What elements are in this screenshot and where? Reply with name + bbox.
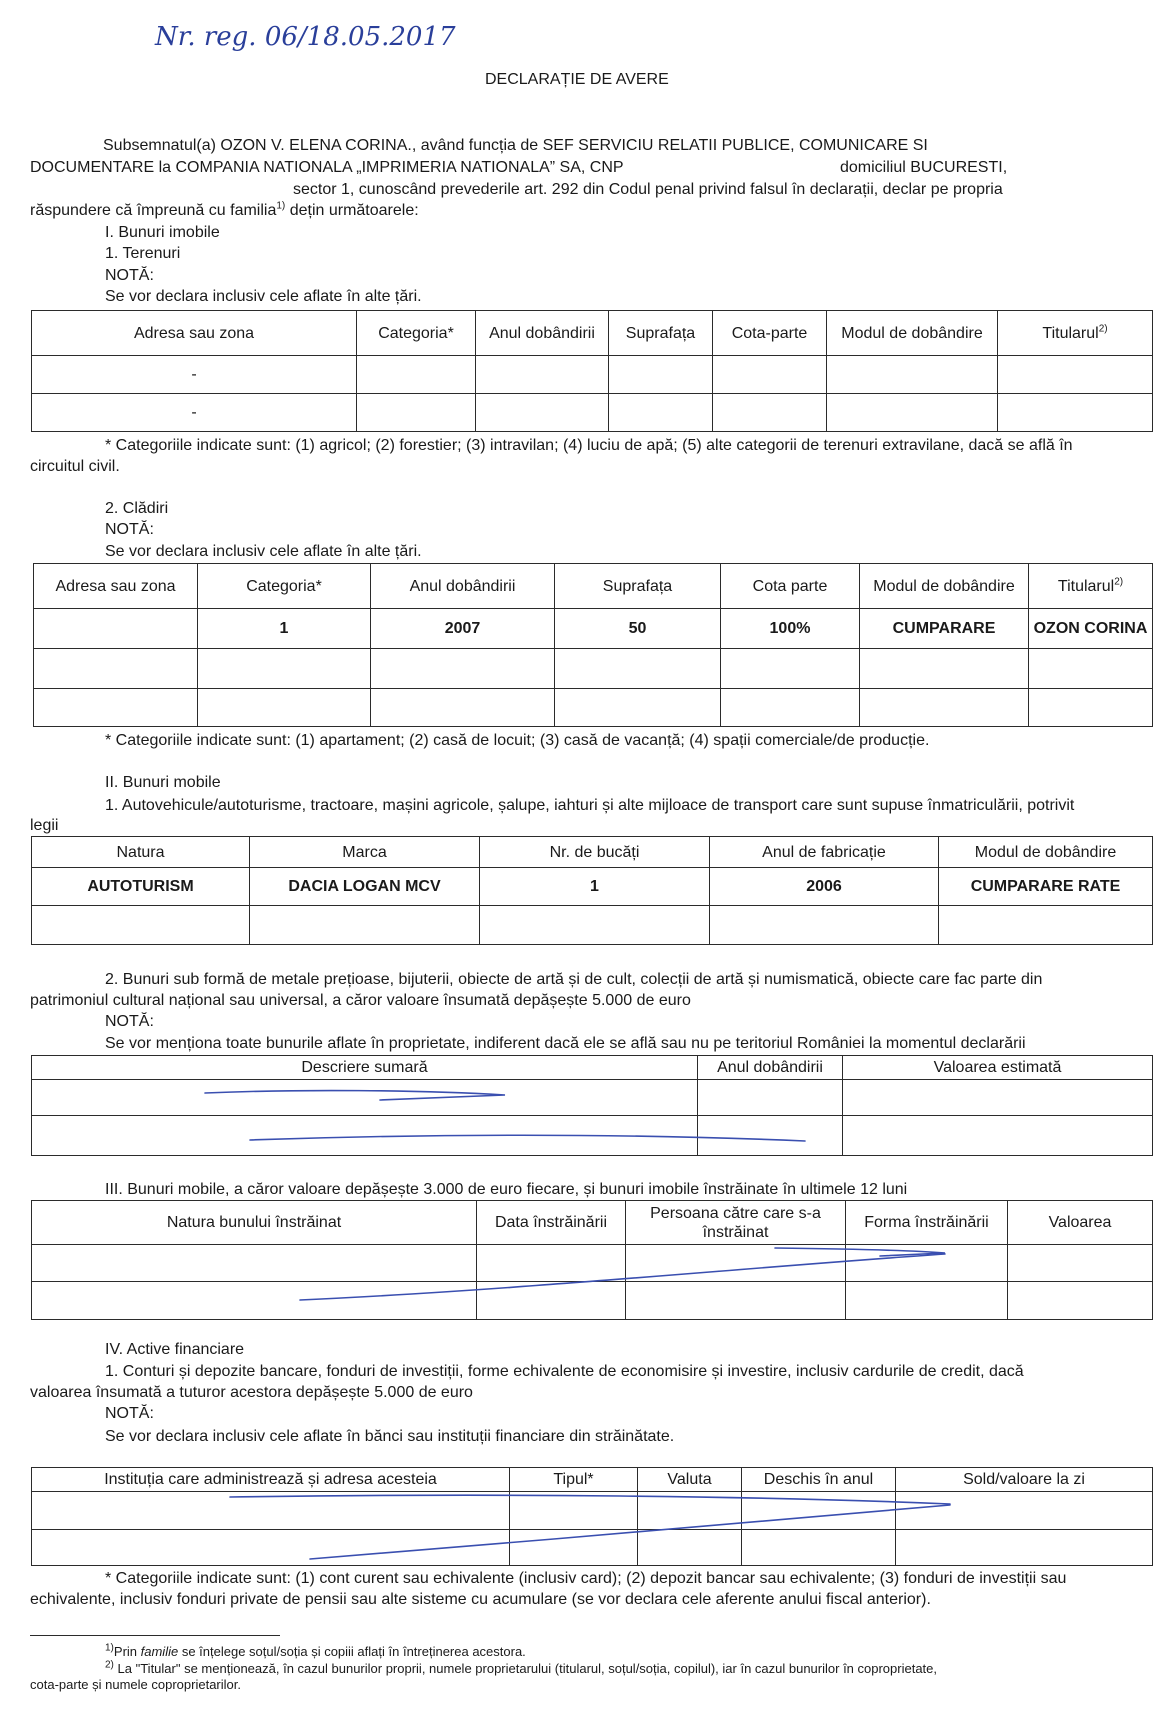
buildings-cell [371,689,555,727]
accounts-header-opened: Deschis în anul [742,1468,896,1492]
buildings-nota-text: Se vor declara inclusiv cele aflate în alte țări. [105,543,422,560]
intro-line-3: sector 1, cunoscând prevederile art. 292 din Codul penal privind falsul în declarații, declar pe propria [293,181,1003,198]
accounts-header-currency: Valuta [638,1468,742,1492]
vehicles-cell: AUTOTURISM [32,868,250,906]
buildings-cell [721,649,860,689]
accounts-header-balance: Sold/valoare la zi [896,1468,1153,1492]
table-row [32,1530,1153,1566]
alienated-cell [626,1245,846,1282]
land-category-footnote-2: circuitul civil. [30,458,120,475]
table-row [32,1080,1153,1116]
alienated-header-nature: Natura bunului înstrăinat [32,1201,477,1245]
alienated-cell [32,1245,477,1282]
land-cell [713,356,827,394]
valuables-nota-label: NOTĂ: [105,1013,154,1030]
buildings-cell: OZON CORINA [1029,609,1153,649]
buildings-cell: 50 [555,609,721,649]
land-header-share: Cota-parte [713,311,827,356]
buildings-header-holder: Titularul$^{2)}$ [1029,564,1153,609]
accounts-cell [896,1530,1153,1566]
valuables-header-year: Anul dobândirii [698,1056,843,1080]
buildings-cell: 100% [721,609,860,649]
accounts-cell [896,1492,1153,1530]
alienated-cell [846,1245,1008,1282]
section-1-heading: I. Bunuri imobile [105,224,220,241]
intro-line-4: răspundere că împreună cu familia$^{1)}$ dețin următoarele: [30,200,419,219]
alienated-cell [846,1282,1008,1320]
table-row [32,1245,1153,1282]
vehicles-cell [32,906,250,945]
land-cell [827,394,998,432]
land-cell [357,356,476,394]
buildings-header-category: Categoria* [198,564,371,609]
vehicles-table [31,836,1153,945]
accounts-cell [32,1530,510,1566]
section-1-1-heading: 1. Terenuri [105,245,181,262]
table-row [32,1492,1153,1530]
intro-line-1: Subsemnatul(a) OZON V. ELENA CORINA., având funcția de SEF SERVICIU RELATII PUBLICE, COMUNICARE SI [103,137,928,154]
land-header-mode: Modul de dobândire [827,311,998,356]
table-row [34,649,1153,689]
valuables-cell [698,1080,843,1116]
land-header-category: Categoria* [357,311,476,356]
buildings-cell [34,609,198,649]
accounts-nota-text: Se vor declara inclusiv cele aflate în bănci sau instituții financiare din străinătate. [105,1428,675,1445]
buildings-cell [198,649,371,689]
land-cell: - [32,394,357,432]
valuables-header-value: Valoarea estimată [843,1056,1153,1080]
section-4-heading: IV. Active financiare [105,1341,245,1358]
land-table [31,310,1153,432]
footnote-2: $^{2)}$ La "Titular" se menționează, în cazul bunurilor proprii, numele proprietarului (titularul, soțul/soția, copilul), iar în cazul bunurilor în coproprietate, [105,1659,938,1676]
alienated-cell [626,1282,846,1320]
land-cell [827,356,998,394]
alienated-cell [32,1282,477,1320]
accounts-nota-label: NOTĂ: [105,1405,154,1422]
vehicles-header-count: Nr. de bucăți [480,837,710,868]
valuables-intro-2: patrimoniul cultural național sau universal, a căror valoare însumată depășește 5.000 de euro [30,992,691,1009]
buildings-cell [34,649,198,689]
table-row [34,609,1153,649]
buildings-header-area: Suprafața [555,564,721,609]
alienated-cell [1008,1245,1153,1282]
valuables-table [31,1055,1153,1156]
vehicles-cell [710,906,939,945]
buildings-cell [555,689,721,727]
footnote-divider [30,1635,280,1636]
buildings-cell [198,689,371,727]
buildings-cell [34,689,198,727]
buildings-cell [860,689,1029,727]
vehicles-cell: 2006 [710,868,939,906]
buildings-header-address: Adresa sau zona [34,564,198,609]
vehicles-header-year: Anul de fabricație [710,837,939,868]
vehicles-intro-1: 1. Autovehicule/autoturisme, tractoare, mașini agricole, șalupe, iahturi și alte mijloace de transport care sunt supuse înmatriculării, potrivit [105,797,1075,814]
intro-line-2b: domiciliul BUCURESTI, [840,159,1008,176]
accounts-cell [742,1530,896,1566]
table-row [32,906,1153,945]
section-2-heading: II. Bunuri mobile [105,774,221,791]
land-cell [357,394,476,432]
section-3-heading: III. Bunuri mobile, a căror valoare depășește 3.000 de euro fiecare, și bunuri imobile înstrăinate în ultimele 12 luni [105,1181,908,1198]
valuables-header-description: Descriere sumară [32,1056,698,1080]
document-title: DECLARAȚIE DE AVERE [485,71,669,88]
accounts-cell [742,1492,896,1530]
alienated-cell [477,1245,626,1282]
registration-number-handwritten: Nr. reg. 06/18.05.2017 [155,22,456,52]
buildings-nota-label: NOTĂ: [105,521,154,538]
vehicles-cell: DACIA LOGAN MCV [250,868,480,906]
alienated-cell [477,1282,626,1320]
vehicles-cell: 1 [480,868,710,906]
accounts-table [31,1467,1153,1566]
alienated-cell [1008,1282,1153,1320]
vehicles-cell [250,906,480,945]
land-cell [713,394,827,432]
alienated-header-person: Persoana către care s-a înstrăinat [626,1201,846,1245]
buildings-cell: 1 [198,609,371,649]
accounts-cell [510,1492,638,1530]
vehicles-cell [480,906,710,945]
accounts-intro-1: 1. Conturi și depozite bancare, fonduri de investiții, forme echivalente de economisire și investire, inclusiv cardurile de credit, dacă [105,1363,1024,1380]
accounts-cell [638,1492,742,1530]
table-row [32,356,1153,394]
land-cell [609,356,713,394]
table-row [32,1116,1153,1156]
buildings-category-footnote: * Categoriile indicate sunt: (1) apartament; (2) casă de locuit; (3) casă de vacanță; (4) spații comerciale/de producție. [105,732,930,749]
alienated-assets-table [31,1200,1153,1320]
buildings-header-share: Cota parte [721,564,860,609]
footnote-2-continued: cota-parte și numele coproprietarilor. [30,1677,241,1692]
buildings-cell [860,649,1029,689]
land-cell [998,356,1153,394]
valuables-cell [32,1080,698,1116]
accounts-cell [32,1492,510,1530]
buildings-cell: 2007 [371,609,555,649]
vehicles-cell: CUMPARARE RATE [939,868,1153,906]
land-cell [998,394,1153,432]
intro-line-2a: DOCUMENTARE la COMPANIA NATIONALA „IMPRIMERIA NATIONALA” SA, CNP [30,159,624,176]
footnote-1: $^{1)}$Prin familie se înțelege soțul/soția și copiii aflați în întreținerea acestora. [105,1642,526,1659]
vehicles-intro-2: legii [30,817,59,834]
land-cell: - [32,356,357,394]
table-row [32,1282,1153,1320]
land-nota-text: Se vor declara inclusiv cele aflate în alte țări. [105,288,422,305]
accounts-header-institution: Instituția care administrează și adresa acesteia [32,1468,510,1492]
land-header-holder: Titularul$^{2)}$ [998,311,1153,356]
valuables-cell [843,1116,1153,1156]
buildings-cell [555,649,721,689]
buildings-cell [371,649,555,689]
buildings-cell [1029,689,1153,727]
valuables-intro-1: 2. Bunuri sub formă de metale prețioase, bijuterii, obiecte de artă și de cult, colecții de artă și numismatică, obiecte care fac parte din [105,971,1043,988]
land-header-area: Suprafața [609,311,713,356]
table-row [32,868,1153,906]
land-nota-label: NOTĂ: [105,267,154,284]
valuables-nota-text: Se vor menționa toate bunurile aflate în proprietate, indiferent dacă ele se află sau nu pe teritoriul României la momentul declarării [105,1035,1026,1052]
accounts-cell [510,1530,638,1566]
alienated-header-form: Forma înstrăinării [846,1201,1008,1245]
vehicles-header-type: Natura [32,837,250,868]
buildings-cell [1029,649,1153,689]
buildings-cell: CUMPARARE [860,609,1029,649]
land-cell [476,356,609,394]
table-row [32,394,1153,432]
section-1-2-heading: 2. Clădiri [105,500,169,517]
accounts-header-type: Tipul* [510,1468,638,1492]
vehicles-cell [939,906,1153,945]
buildings-header-year: Anul dobândirii [371,564,555,609]
valuables-cell [32,1116,698,1156]
valuables-cell [843,1080,1153,1116]
buildings-header-mode: Modul de dobândire [860,564,1029,609]
alienated-header-value: Valoarea [1008,1201,1153,1245]
land-cell [476,394,609,432]
land-header-address: Adresa sau zona [32,311,357,356]
land-category-footnote-1: * Categoriile indicate sunt: (1) agricol; (2) forestier; (3) intravilan; (4) luciu de apă; (5) alte categorii de terenuri extravilane, dacă se află în [105,437,1073,454]
alienated-header-date: Data înstrăinării [477,1201,626,1245]
buildings-cell [721,689,860,727]
accounts-category-footnote-2: echivalente, inclusiv fonduri private de pensii sau alte sisteme cu acumulare (se vor declara cele aferente anului fiscal anterior). [30,1591,931,1608]
vehicles-header-brand: Marca [250,837,480,868]
accounts-intro-2: valoarea însumată a tuturor acestora depășește 5.000 de euro [30,1384,473,1401]
land-cell [609,394,713,432]
table-row [34,689,1153,727]
accounts-cell [638,1530,742,1566]
vehicles-header-mode: Modul de dobândire [939,837,1153,868]
buildings-table [33,563,1153,727]
land-header-year: Anul dobândirii [476,311,609,356]
accounts-category-footnote-1: * Categoriile indicate sunt: (1) cont curent sau echivalente (inclusiv card); (2) depozit bancar sau echivalente; (3) fonduri de investiții sau [105,1570,1067,1587]
valuables-cell [698,1116,843,1156]
